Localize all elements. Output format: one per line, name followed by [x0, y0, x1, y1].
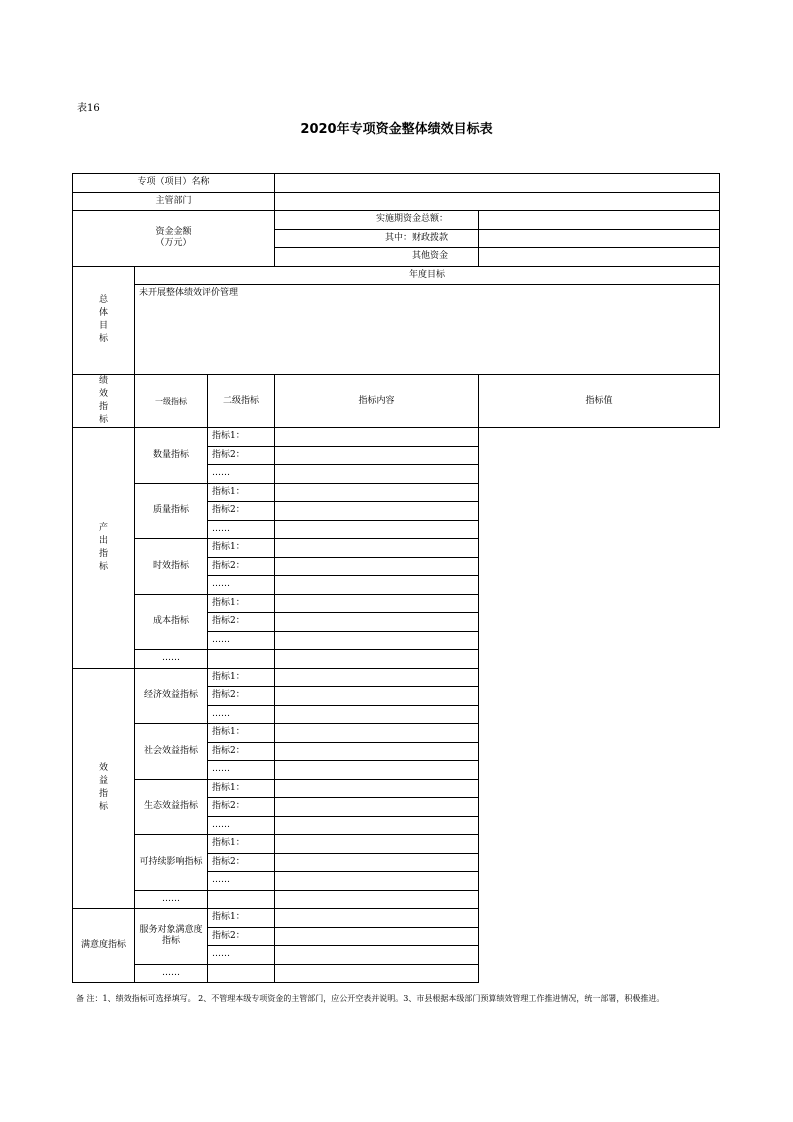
indicator-content-cell[interactable]: …… [208, 576, 275, 595]
indicator-value-cell[interactable] [275, 520, 479, 539]
output-label: 产出指标 [73, 428, 135, 669]
fund-amount-label [73, 211, 275, 267]
indicator-value-cell[interactable] [275, 557, 479, 576]
indicator-value-cell[interactable] [275, 428, 479, 447]
indicator-value-cell[interactable] [275, 687, 479, 706]
table-row [73, 483, 720, 502]
annual-goal-content[interactable]: 未开展整体绩效评价管理 [135, 285, 720, 375]
indicator-value-cell[interactable] [275, 779, 479, 798]
indicator-content-cell[interactable]: 指标1： [208, 483, 275, 502]
project-name-cell[interactable] [275, 174, 720, 193]
indicator-value-cell[interactable] [275, 798, 479, 817]
table-row [73, 909, 720, 928]
indicator-content-cell[interactable] [208, 650, 275, 669]
table-number: 表16 [77, 103, 100, 114]
indicator-value-cell[interactable] [275, 483, 479, 502]
benefit-group-label: 经济效益指标 [135, 668, 208, 724]
output-group-label: 数量指标 [135, 428, 208, 484]
output-group-label: 质量指标 [135, 483, 208, 539]
indicator-value-cell[interactable] [275, 576, 479, 595]
indicator-value-cell[interactable] [275, 872, 479, 891]
indicator-value-cell[interactable] [275, 761, 479, 780]
total-fund-cell[interactable] [479, 211, 720, 230]
annual-goal-header: 年度目标 [135, 266, 720, 285]
indicator-value-cell[interactable] [275, 446, 479, 465]
table-row [73, 779, 720, 798]
indicator-content-cell[interactable]: 指标1： [208, 909, 275, 928]
indicator-content-cell[interactable]: 指标2： [208, 853, 275, 872]
indicator-value-cell[interactable] [275, 964, 479, 983]
indicator-value-cell[interactable] [275, 927, 479, 946]
indicator-content-cell[interactable]: …… [208, 705, 275, 724]
level1-header: 一级指标 [135, 375, 208, 428]
indicator-value-cell[interactable] [275, 502, 479, 521]
satisfaction-group-label: 服务对象满意度指标 [135, 909, 208, 965]
indicator-content-cell[interactable]: …… [208, 761, 275, 780]
table-row [73, 594, 720, 613]
indicator-content-cell[interactable]: …… [208, 520, 275, 539]
indicator-content-cell[interactable]: 指标2： [208, 927, 275, 946]
indicator-content-cell[interactable]: 指标1： [208, 594, 275, 613]
indicator-content-cell[interactable]: …… [208, 872, 275, 891]
fund-amount-text: 资金金额 [155, 227, 192, 238]
indicator-content-cell[interactable] [208, 890, 275, 909]
satisfaction-label: 满意度指标 [73, 909, 135, 983]
fiscal-fund-cell[interactable] [479, 229, 720, 248]
indicator-label: 绩效指标 [73, 375, 135, 428]
other-fund-cell[interactable] [479, 248, 720, 267]
overall-goal-label: 总体目标 [73, 266, 135, 375]
indicator-content-cell[interactable]: …… [208, 816, 275, 835]
indicator-content-cell[interactable]: 指标1： [208, 428, 275, 447]
content-header: 指标内容 [275, 375, 479, 428]
indicator-content-cell[interactable]: 指标1： [208, 668, 275, 687]
indicator-content-cell[interactable]: 指标1： [208, 724, 275, 743]
indicator-value-cell[interactable] [275, 724, 479, 743]
table-row [73, 650, 720, 669]
page-title: 2020年专项资金整体绩效目标表 [300, 122, 493, 137]
indicator-content-cell[interactable]: 指标2： [208, 446, 275, 465]
table-row [73, 964, 720, 983]
value-header: 指标值 [479, 375, 720, 428]
indicator-value-cell[interactable] [275, 835, 479, 854]
indicator-content-cell[interactable]: 指标1： [208, 779, 275, 798]
table-row [73, 835, 720, 854]
indicator-body [73, 428, 720, 983]
indicator-value-cell[interactable] [275, 853, 479, 872]
annual-goal-content-row [73, 285, 720, 375]
indicator-value-cell[interactable] [275, 539, 479, 558]
indicator-header-row [73, 375, 720, 428]
output-group-label: 时效指标 [135, 539, 208, 595]
indicator-value-cell[interactable] [275, 631, 479, 650]
annual-goal-header-row [73, 266, 720, 285]
department-cell[interactable] [275, 192, 720, 211]
project-name-row [73, 174, 720, 193]
indicator-content-cell[interactable]: 指标1： [208, 539, 275, 558]
footnote: 备 注：1、绩效指标可选择填写。 2、不管理本级专项资金的主管部门，应公开空表并说明。3、市县根据本级部门预算绩效管理工作推进情况，统一部署，积极推进。 [76, 994, 665, 1003]
benefit-more-label: …… [135, 890, 208, 909]
project-name-label: 专项（项目）名称 [73, 174, 275, 193]
indicator-value-cell[interactable] [275, 705, 479, 724]
indicator-value-cell[interactable] [275, 909, 479, 928]
indicator-value-cell[interactable] [275, 465, 479, 484]
indicator-content-cell[interactable]: 指标2： [208, 687, 275, 706]
indicator-content-cell[interactable]: …… [208, 631, 275, 650]
indicator-content-cell[interactable]: 指标2： [208, 613, 275, 632]
performance-goal-table [72, 173, 720, 983]
fiscal-fund-label: 其中：财政拨款 [275, 229, 479, 248]
indicator-value-cell[interactable] [275, 650, 479, 669]
total-fund-row [73, 211, 720, 230]
department-label: 主管部门 [73, 192, 275, 211]
benefit-group-label: 生态效益指标 [135, 779, 208, 835]
table-row [73, 539, 720, 558]
other-fund-label: 其他资金 [275, 248, 479, 267]
table-row [73, 724, 720, 743]
indicator-content-cell[interactable]: 指标2： [208, 502, 275, 521]
indicator-value-cell[interactable] [275, 890, 479, 909]
benefit-label: 效益指标 [73, 668, 135, 909]
indicator-value-cell[interactable] [275, 613, 479, 632]
table-row [73, 890, 720, 909]
indicator-content-cell[interactable] [208, 964, 275, 983]
benefit-group-label: 可持续影响指标 [135, 835, 208, 891]
benefit-group-label: 社会效益指标 [135, 724, 208, 780]
satisfaction-more-label: …… [135, 964, 208, 983]
indicator-content-cell[interactable]: 指标2： [208, 742, 275, 761]
table-row [73, 668, 720, 687]
fund-unit-text: （万元） [155, 238, 192, 249]
indicator-content-cell[interactable]: 指标2： [208, 798, 275, 817]
indicator-value-cell[interactable] [275, 946, 479, 965]
department-row [73, 192, 720, 211]
total-fund-label: 实施期资金总额： [275, 211, 479, 230]
indicator-value-cell[interactable] [275, 594, 479, 613]
indicator-content-cell[interactable]: 指标1： [208, 835, 275, 854]
indicator-content-cell[interactable]: …… [208, 946, 275, 965]
output-group-label: 成本指标 [135, 594, 208, 650]
level2-header: 二级指标 [208, 375, 275, 428]
indicator-content-cell[interactable]: …… [208, 465, 275, 484]
indicator-value-cell[interactable] [275, 668, 479, 687]
indicator-value-cell[interactable] [275, 742, 479, 761]
output-more-label: …… [135, 650, 208, 669]
indicator-content-cell[interactable]: 指标2： [208, 557, 275, 576]
indicator-value-cell[interactable] [275, 816, 479, 835]
table-row [73, 428, 720, 447]
